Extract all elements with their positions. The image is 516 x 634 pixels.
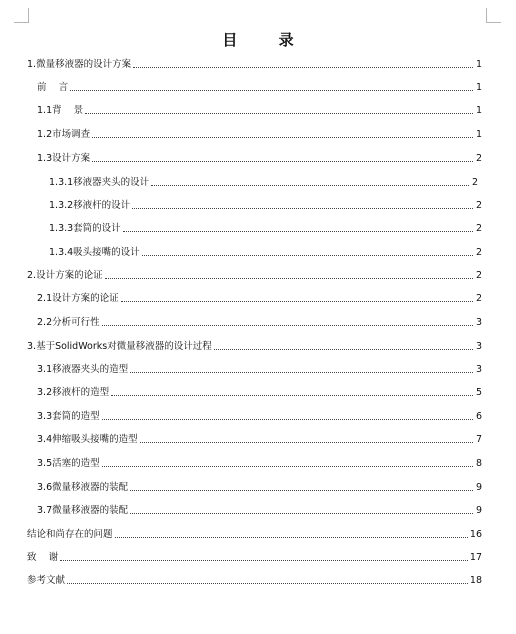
toc-entry[interactable] <box>37 316 482 330</box>
toc-page-number: 6 <box>475 411 482 422</box>
toc-entry[interactable] <box>37 292 482 306</box>
toc-entry-label: 1.3设计方案 <box>37 153 91 164</box>
toc-leader <box>123 222 473 232</box>
toc-leader <box>102 457 473 467</box>
toc-entry-label: 3.7微量移液器的装配 <box>37 505 129 516</box>
toc-entry[interactable] <box>37 410 482 424</box>
toc-entry[interactable] <box>27 551 482 565</box>
toc-page-number: 7 <box>475 434 482 445</box>
toc-leader <box>132 199 473 209</box>
toc-entry-label: 3.4伸缩吸头接嘴的造型 <box>37 434 138 445</box>
toc-entry-label: 1.3.4吸头接嘴的设计 <box>49 247 140 258</box>
toc-leader <box>214 340 473 350</box>
toc-page-number: 2 <box>475 247 482 258</box>
toc-page-number: 3 <box>475 317 482 328</box>
toc-entry[interactable] <box>27 340 482 354</box>
toc-page-number: 2 <box>475 270 482 281</box>
toc-entry[interactable] <box>49 222 482 236</box>
toc-entry-label: 参考文献 <box>27 575 66 586</box>
toc-page-number: 18 <box>469 575 482 586</box>
toc-page-number: 9 <box>475 482 482 493</box>
toc-entry-label: 致 谢 <box>27 552 59 563</box>
toc-entry[interactable] <box>37 457 482 471</box>
toc-page-number: 2 <box>475 293 482 304</box>
toc-entry-label: 1.3.3套筒的设计 <box>49 223 121 234</box>
toc-page-number: 1 <box>475 82 482 93</box>
toc-entry[interactable] <box>27 574 482 588</box>
toc-entry[interactable] <box>37 104 482 118</box>
toc-entry-label: 2.设计方案的论证 <box>27 270 103 281</box>
toc-leader <box>102 410 473 420</box>
toc-entry[interactable] <box>37 504 482 518</box>
toc-page-number: 2 <box>475 200 482 211</box>
toc-entry-label: 1.1背 景 <box>37 105 84 116</box>
toc-entry[interactable] <box>37 386 482 400</box>
toc-leader <box>92 152 473 162</box>
toc-leader <box>85 104 473 114</box>
toc-leader <box>130 363 473 373</box>
toc-entry[interactable] <box>37 481 482 495</box>
toc-page-number: 16 <box>469 529 482 540</box>
crop-mark-top-right <box>486 8 501 23</box>
toc-entry-label: 1.3.2移液杆的设计 <box>49 200 131 211</box>
toc-entry-label: 2.1设计方案的论证 <box>37 293 119 304</box>
toc-entry-label: 3.2移液杆的造型 <box>37 387 110 398</box>
toc-leader <box>92 128 473 138</box>
toc-entry[interactable] <box>27 528 482 542</box>
toc-entry-label: 2.2分析可行性 <box>37 317 100 328</box>
toc-entry-label: 1.微量移液器的设计方案 <box>27 59 132 70</box>
toc-entry-label: 3.6微量移液器的装配 <box>37 482 129 493</box>
toc-page-number: 1 <box>475 59 482 70</box>
toc-entry[interactable] <box>27 269 482 283</box>
toc-entry[interactable] <box>37 152 482 166</box>
toc-leader <box>70 81 473 91</box>
toc-entry-label: 3.3套筒的造型 <box>37 411 100 422</box>
toc-page-number: 2 <box>475 223 482 234</box>
toc-entry[interactable] <box>37 433 482 447</box>
toc-page-number: 2 <box>475 153 482 164</box>
toc-page-number: 1 <box>475 129 482 140</box>
toc-entry[interactable] <box>37 81 482 95</box>
toc-entry-label: 前 言 <box>37 82 69 93</box>
toc-entry-label: 结论和尚存在的问题 <box>27 529 113 540</box>
toc-leader <box>133 58 473 68</box>
toc-entry-label: 1.3.1移液器夹头的设计 <box>49 177 150 188</box>
toc-entry-label: 1.2市场调查 <box>37 129 91 140</box>
toc-leader <box>142 246 473 256</box>
crop-mark-top-left <box>14 8 29 23</box>
toc-leader <box>140 433 473 443</box>
toc-page-number: 5 <box>475 387 482 398</box>
toc-page-number: 3 <box>475 364 482 375</box>
toc-leader <box>105 269 473 279</box>
toc-leader <box>111 386 473 396</box>
toc-leader <box>121 292 473 302</box>
toc-entry-label: 3.基于SolidWorks对微量移液器的设计过程 <box>27 341 212 352</box>
toc-entry[interactable] <box>49 199 482 213</box>
toc-page-number: 17 <box>469 552 482 563</box>
toc-title: 目 录 <box>222 31 312 49</box>
toc-page-number: 1 <box>475 105 482 116</box>
toc-page-number: 9 <box>475 505 482 516</box>
toc-leader <box>67 574 468 584</box>
toc-leader <box>130 481 473 491</box>
toc-entry[interactable] <box>49 246 482 260</box>
toc-page-number: 8 <box>475 458 482 469</box>
toc-leader <box>130 504 473 514</box>
toc-page-number: 3 <box>475 341 482 352</box>
toc-entry[interactable] <box>27 58 482 72</box>
toc-leader <box>151 176 469 186</box>
toc-entry[interactable] <box>37 128 482 142</box>
toc-entry[interactable] <box>49 176 478 190</box>
toc-entry-label: 3.5活塞的造型 <box>37 458 100 469</box>
toc-leader <box>102 316 473 326</box>
toc-entry[interactable] <box>37 363 482 377</box>
toc-page-number: 2 <box>471 177 478 188</box>
toc-leader <box>115 528 468 538</box>
toc-leader <box>60 551 468 561</box>
toc-entry-label: 3.1移液器夹头的造型 <box>37 364 129 375</box>
